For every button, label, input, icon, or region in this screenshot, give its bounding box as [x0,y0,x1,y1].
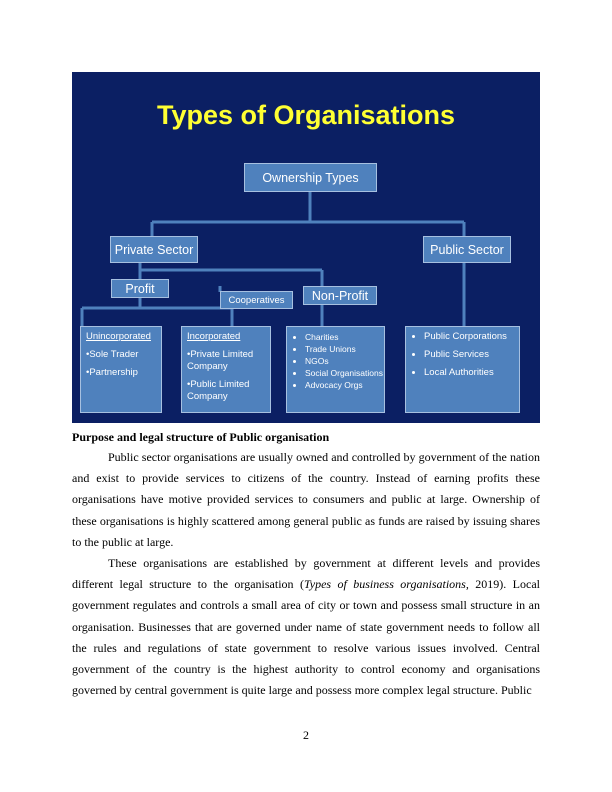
list-item: • Social Organisations [305,367,384,379]
paragraph-text: Public sector organisations are usually owned and controlled by government of the nation and exist to provide services to citizens of the country. Instead of earning profits these organisations have motive provided services to consumers and public at large. Ownership of these organisations is highly scattered among general public as funds are raised by issuing shares to the public at large. [72,450,540,549]
incorporated-heading: Incorporated [187,331,241,342]
list-item: • Local Authorities [424,367,519,379]
unincorporated-heading: Unincorporated [86,331,151,342]
non-profit-list-box [286,326,385,413]
list-item: • Public Services [424,349,519,361]
paragraph-text [72,553,540,701]
paragraph-text-start: These organisations are established by government at different levels and provides different legal structure to the organisation ( [72,556,540,592]
list-item: •Sole Trader [86,349,139,360]
organisation-types-diagram [72,72,540,423]
list-item: • Charities [305,331,384,343]
list-item: •Public Limited Company [187,379,250,402]
unincorporated-box [80,326,162,413]
list-item: •Partnership [86,367,138,378]
paragraph-text-end: 2019). Local government regulates and controls a small area of city or town and possess small structure in an organisation. Businesses that are governed under name of state government needs to follow all the rules and regulations of state government to resolve various issues involved. Central government of the country is the highest authority to control economy and organisations governed by central government is quite large and possess more complex legal structure. Public [72,577,540,698]
paragraph-2 [72,553,540,701]
diagram-title: Types of Organisations [156,100,456,130]
private-sector-box: Private Sector [110,236,198,263]
cooperatives-box: Cooperatives [220,291,293,309]
paragraph-1 [72,447,540,553]
page-number: 2 [303,728,309,742]
incorporated-box [181,326,271,413]
public-sector-box: Public Sector [423,236,511,263]
ownership-types-box: Ownership Types [244,163,377,192]
list-item: •Private Limited Company [187,349,254,372]
section-heading: Purpose and legal structure of Public organisation [72,430,330,444]
list-item: • Trade Unions [305,343,384,355]
list-item: • Public Corporations [424,331,519,343]
citation: Types of business organisations, [303,577,469,592]
public-sector-list-box [405,326,520,413]
non-profit-box: Non-Profit [303,286,377,305]
list-item: • NGOs [305,355,384,367]
profit-box: Profit [111,279,169,298]
list-item: • Advocacy Orgs [305,379,384,391]
